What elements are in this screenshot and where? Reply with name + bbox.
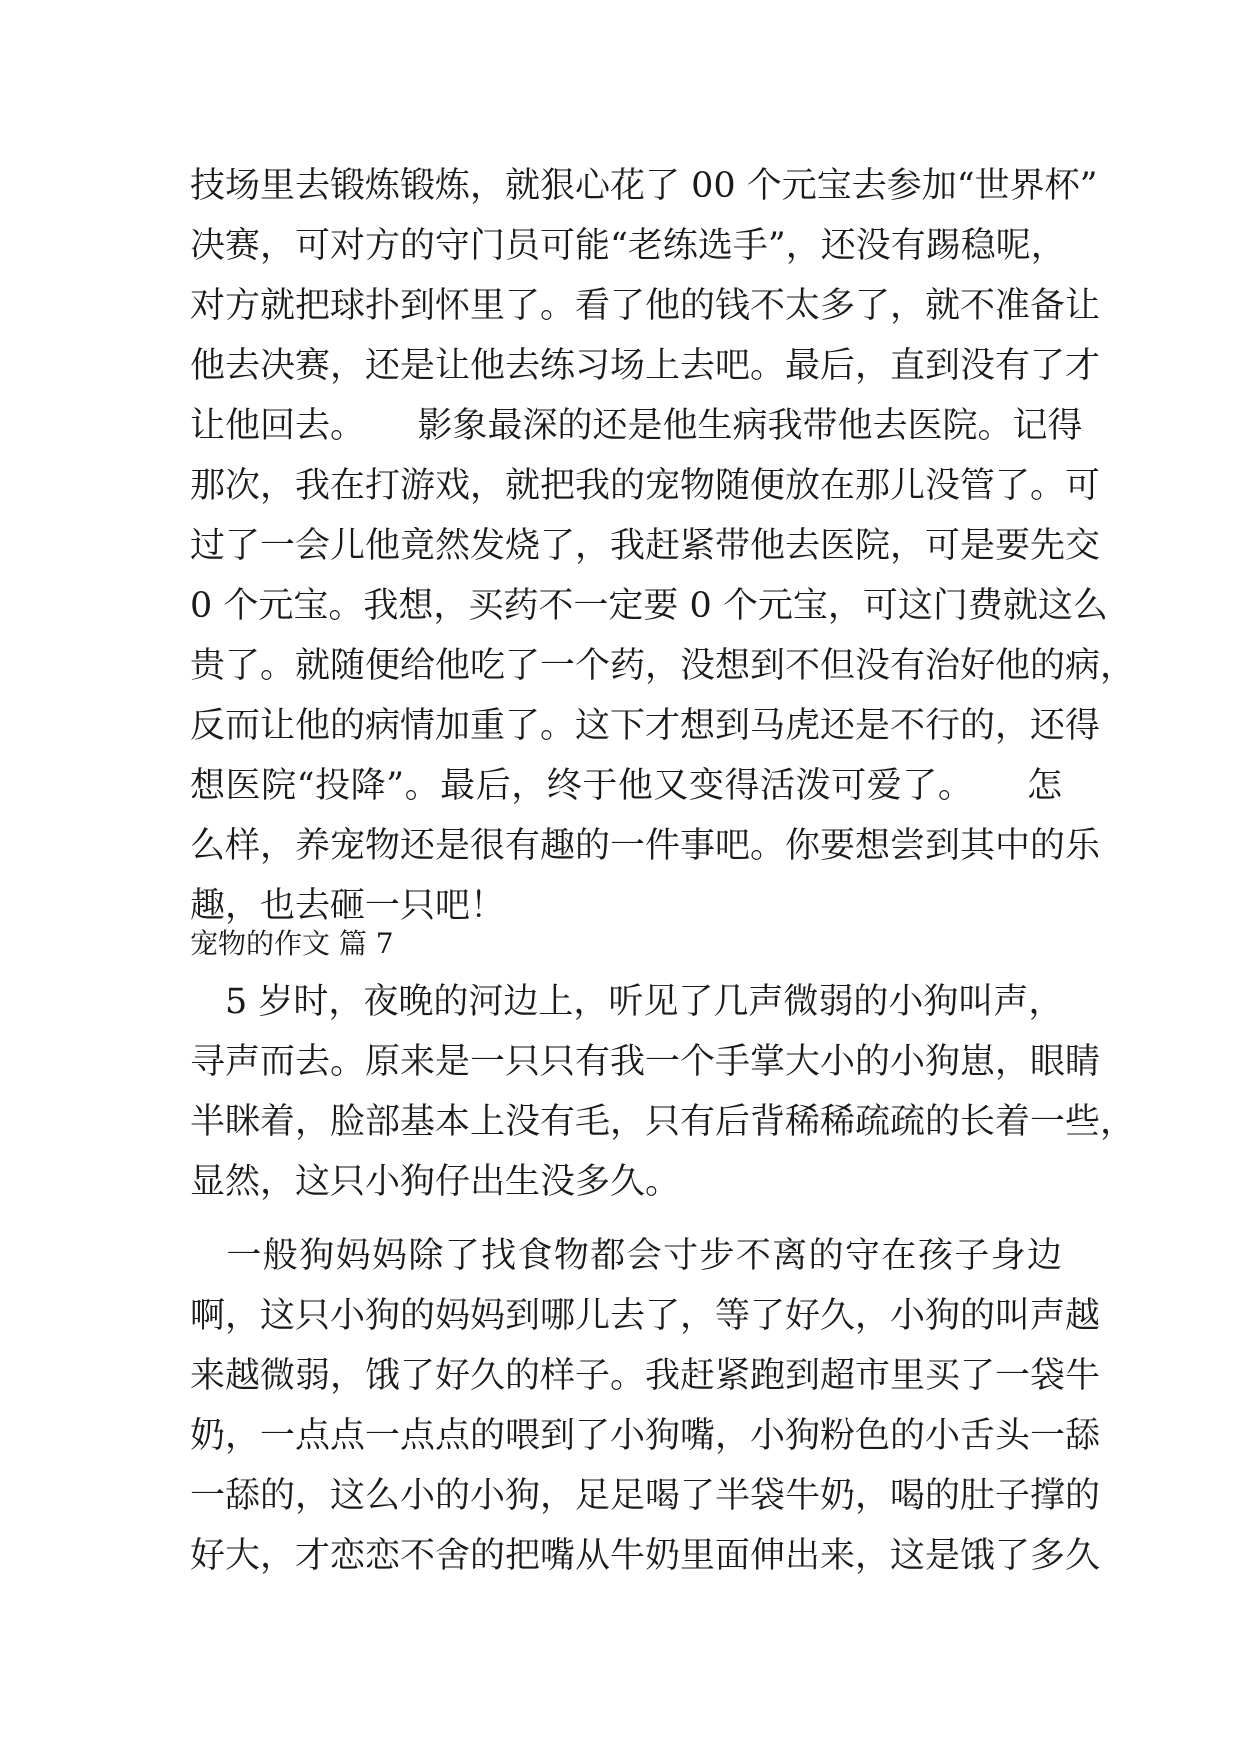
text-line: 啊，这只小狗的妈妈到哪儿去了，等了好久，小狗的叫声越	[190, 1296, 1101, 1336]
text-line: 寻声而去。原来是一只只有我一个手掌大小的小狗崽，眼睛	[190, 1042, 1101, 1082]
text-line: 来越微弱，饿了好久的样子。我赶紧跑到超市里买了一袋牛	[190, 1356, 1101, 1396]
text-line: 对方就把球扑到怀里了。看了他的钱不太多了，就不准备让	[190, 286, 1101, 326]
text-line: 趣，也去砸一只吧！	[190, 886, 506, 926]
text-line: 反而让他的病情加重了。这下才想到马虎还是不行的，还得	[190, 706, 1101, 746]
text-line: 半眯着，脸部基本上没有毛，只有后背稀稀疏疏的长着一些，	[190, 1102, 1136, 1142]
text-line: 奶，一点点一点点的喂到了小狗嘴，小狗粉色的小舌头一舔	[190, 1416, 1101, 1456]
text-line: 那次，我在打游戏，就把我的宠物随便放在那儿没管了。可	[190, 466, 1101, 506]
text-line: 0 个元宝。我想，买药不一定要 0 个元宝，可这门费就这么	[190, 586, 1108, 626]
text-line: 好大，才恋恋不舍的把嘴从牛奶里面伸出来，这是饿了多久	[190, 1536, 1101, 1576]
text-line: 显然，这只小狗仔出生没多久。	[190, 1162, 681, 1202]
text-line: 决赛，可对方的守门员可能“老练选手”，还没有踢稳呢，	[190, 226, 1066, 266]
section-title: 宠物的作文 篇 7	[190, 927, 394, 960]
text-line: 一舔的，这么小的小狗，足足喝了半袋牛奶，喝的肚子撑的	[190, 1476, 1101, 1516]
text-line: 想医院“投降”。最后，终于他又变得活泼可爱了。 怎	[190, 766, 1062, 806]
text-line: 一般狗妈妈除了找食物都会寸步不离的守在孩子身边	[190, 1236, 1062, 1276]
text-line: 技场里去锻炼锻炼，就狠心花了 00 个元宝去参加“世界杯”	[190, 166, 1098, 206]
text-line: 过了一会儿他竟然发烧了，我赶紧带他去医院，可是要先交	[190, 526, 1101, 566]
text-line: 贵了。就随便给他吃了一个药，没想到不但没有治好他的病，	[190, 646, 1136, 686]
text-line: 5 岁时，夜晚的河边上，听见了几声微弱的小狗叫声，	[190, 982, 1064, 1022]
text-line: 么样，养宠物还是很有趣的一件事吧。你要想尝到其中的乐	[190, 826, 1101, 866]
text-line: 他去决赛，还是让他去练习场上去吧。最后，直到没有了才	[190, 346, 1101, 386]
text-line: 让他回去。 影象最深的还是他生病我带他去医院。记得	[190, 406, 1083, 446]
